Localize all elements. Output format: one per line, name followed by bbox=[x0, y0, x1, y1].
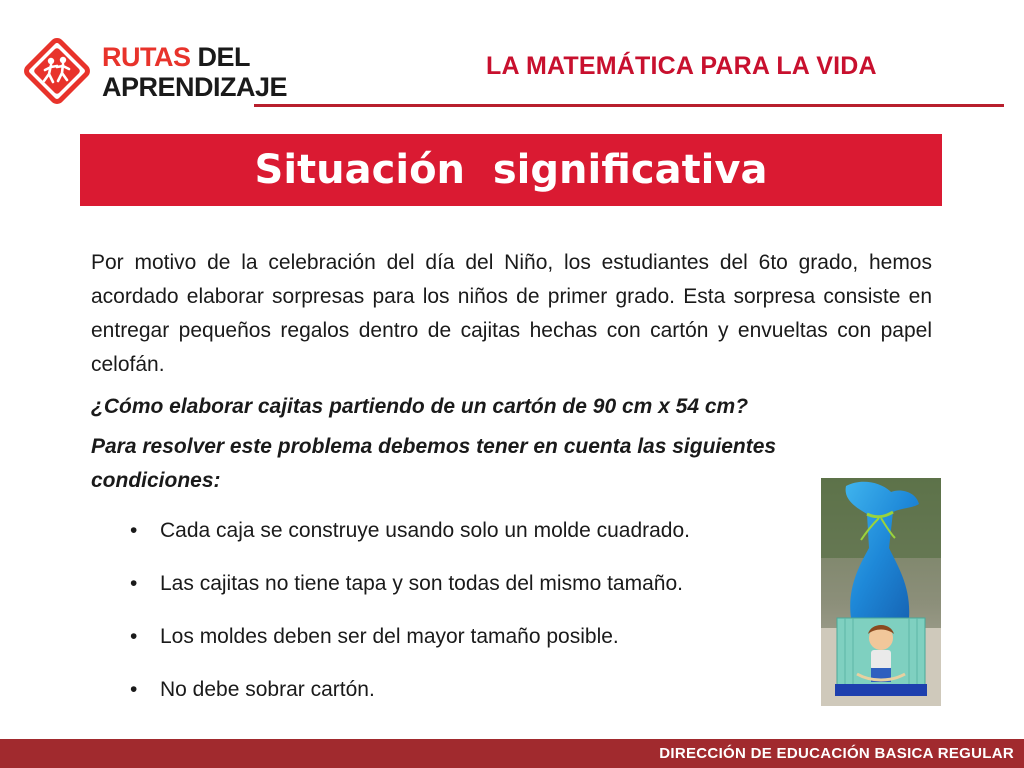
list-item bbox=[130, 514, 830, 567]
conditions-intro: Para resolver este problema debemos tener en cuenta las siguientes condiciones: bbox=[91, 435, 777, 492]
footer-bar bbox=[0, 739, 1024, 768]
logo-children-icon bbox=[22, 36, 92, 106]
logo-word-rutas: RUTAS bbox=[102, 42, 191, 72]
logo bbox=[22, 36, 288, 108]
conditions-list bbox=[130, 514, 830, 726]
bullet-icon: • bbox=[130, 678, 138, 701]
condition-text: Cada caja se construye usando solo un molde cuadrado. bbox=[160, 519, 691, 542]
bullet-icon: • bbox=[130, 519, 138, 542]
bullet-icon: • bbox=[130, 572, 138, 595]
gift-box-photo bbox=[821, 478, 941, 706]
logo-wordmark bbox=[102, 42, 287, 102]
list-item bbox=[130, 567, 830, 620]
header-title: LA MATEMÁTICA PARA LA VIDA bbox=[486, 52, 877, 80]
condition-text: Los moldes deben ser del mayor tamaño posible. bbox=[160, 625, 619, 648]
header-divider bbox=[254, 104, 1004, 107]
slide-content bbox=[91, 246, 932, 498]
list-item bbox=[130, 620, 830, 673]
condition-text: Las cajitas no tiene tapa y son todas del mismo tamaño. bbox=[160, 572, 683, 595]
question-text: ¿Cómo elaborar cajitas partiendo de un cartón de 90 cm x 54 cm? bbox=[91, 395, 749, 418]
logo-word-del: DEL bbox=[197, 42, 251, 72]
condition-text: No debe sobrar cartón. bbox=[160, 678, 375, 701]
bullet-icon: • bbox=[130, 625, 138, 648]
logo-word-aprendizaje: APRENDIZAJE bbox=[102, 72, 288, 102]
intro-paragraph: Por motivo de la celebración del día del Niño, los estudiantes del 6to grado, hemos acordado elaborar sorpresas para los niños de primer grado. Esta sorpresa consiste en entregar pequeños regalos dentro de cajitas hechas con cartón y envueltas con papel celofán. bbox=[91, 251, 932, 376]
section-banner bbox=[80, 134, 942, 206]
list-item bbox=[130, 673, 830, 726]
footer-text: DIRECCIÓN DE EDUCACIÓN BASICA REGULAR bbox=[659, 745, 1014, 762]
banner-title: Situación significativa bbox=[254, 147, 768, 193]
